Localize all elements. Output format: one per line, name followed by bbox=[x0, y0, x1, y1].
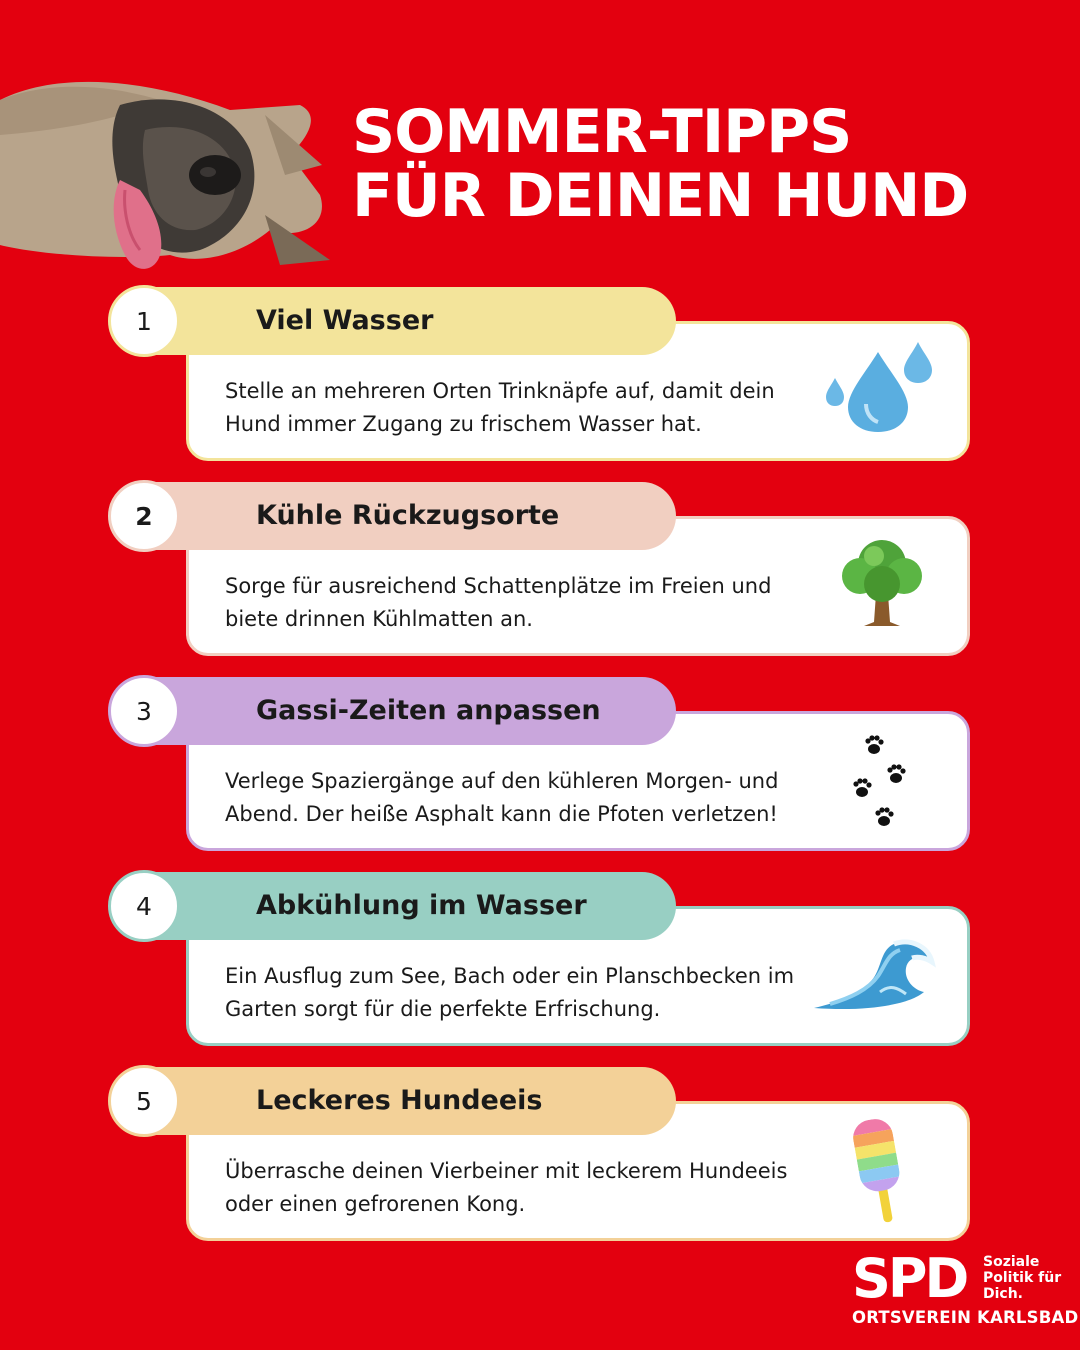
title-line-1: SOMMER-TIPPS bbox=[352, 97, 852, 167]
tip-card-5 bbox=[106, 1067, 974, 1247]
tip-description: Stelle an mehreren Orten Trinknäpfe auf, damit dein Hund immer Zugang zu frischem Wasser hat. bbox=[225, 379, 775, 436]
tagline-line-1: Soziale bbox=[983, 1254, 1040, 1270]
tip-header bbox=[136, 1067, 676, 1135]
tagline-line-3: Dich. bbox=[983, 1286, 1024, 1302]
tip-heading: Leckeres Hundeeis bbox=[256, 1085, 543, 1116]
logo-letters: SPD bbox=[852, 1247, 967, 1310]
tip-card-1 bbox=[106, 287, 974, 467]
tip-card-4 bbox=[106, 872, 974, 1052]
tip-number: 4 bbox=[136, 891, 152, 921]
tip-description: Ein Ausflug zum See, Bach oder ein Planschbecken im Garten sorgt für die perfekte Erfrischung. bbox=[225, 964, 795, 1021]
tip-number-badge bbox=[108, 870, 180, 942]
tip-description: Überrasche deinen Vierbeiner mit leckerem Hundeeis oder einen gefrorenen Kong. bbox=[225, 1159, 788, 1216]
tip-description: Sorge für ausreichend Schattenplätze im Freien und biete drinnen Kühlmatten an. bbox=[225, 574, 772, 631]
spd-logo bbox=[852, 1247, 1079, 1335]
tip-heading: Gassi-Zeiten anpassen bbox=[256, 695, 601, 726]
tip-number: 1 bbox=[136, 306, 152, 336]
tip-card-3 bbox=[106, 677, 974, 857]
tip-header bbox=[136, 677, 676, 745]
tip-number-badge bbox=[108, 285, 180, 357]
tip-header bbox=[136, 872, 676, 940]
logo-org-name: ORTSVEREIN KARLSBAD bbox=[852, 1308, 1079, 1327]
tip-heading: Viel Wasser bbox=[256, 305, 434, 336]
tip-number: 2 bbox=[135, 501, 153, 531]
tip-number-badge bbox=[108, 675, 180, 747]
tip-header bbox=[136, 482, 676, 550]
tip-number: 5 bbox=[136, 1086, 152, 1116]
page-title bbox=[352, 97, 969, 231]
water-drops-icon bbox=[818, 342, 938, 432]
wave-icon bbox=[810, 932, 936, 1012]
tip-card-2 bbox=[106, 482, 974, 662]
popsicle-icon bbox=[850, 1115, 906, 1227]
tagline-line-2: Politik für bbox=[983, 1270, 1062, 1286]
logo-tagline bbox=[983, 1254, 1073, 1302]
title-line-2: FÜR DEINEN HUND bbox=[352, 161, 969, 231]
tip-header bbox=[136, 287, 676, 355]
tip-number: 3 bbox=[136, 696, 152, 726]
tip-number-badge bbox=[108, 1065, 180, 1137]
dog-photo bbox=[0, 60, 340, 280]
paw-prints-icon bbox=[848, 732, 914, 832]
tip-number-badge bbox=[108, 480, 180, 552]
tip-heading: Kühle Rückzugsorte bbox=[256, 500, 560, 531]
tip-heading: Abkühlung im Wasser bbox=[256, 890, 587, 921]
tree-icon bbox=[834, 534, 930, 630]
tip-description: Verlege Spaziergänge auf den kühleren Morgen- und Abend. Der heiße Asphalt kann die Pfoten verletzen! bbox=[225, 769, 779, 826]
